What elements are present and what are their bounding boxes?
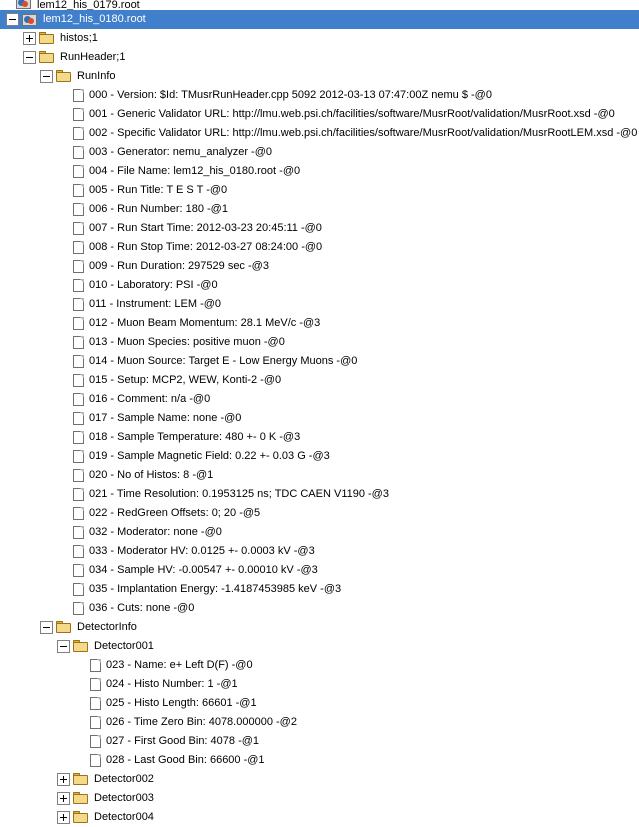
folder-icon [56,621,72,634]
tree-toggle-placeholder [57,279,70,292]
tree-toggle-placeholder [74,659,87,672]
leaf-item-icon [73,450,84,463]
tree-item-label: 015 - Setup: MCP2, WEW, Konti-2 -@0 [89,374,282,386]
leaf-item-icon [73,146,84,159]
tree-item-label: Detector002 [94,773,154,785]
tree-row[interactable] [0,599,639,618]
tree-row[interactable] [0,466,639,485]
tree-toggle-placeholder [57,203,70,216]
tree-item-label: 002 - Specific Validator URL: http://lmu.web.psi.ch/facilities/software/MusrRoot/validation/MusrRootLEM.xsd -@0 [89,127,638,139]
tree-row[interactable] [0,789,639,808]
tree-item-label: 032 - Moderator: none -@0 [89,526,222,538]
tree-row[interactable] [0,713,639,732]
folder-icon [39,51,55,64]
leaf-item-icon [73,469,84,482]
tree-row[interactable] [0,162,639,181]
tree-toggle-placeholder [74,754,87,767]
tree-row[interactable] [0,314,639,333]
leaf-item-icon [73,412,84,425]
tree-toggle-placeholder [57,260,70,273]
tree-item-label: 011 - Instrument: LEM -@0 [89,298,222,310]
leaf-item-icon [73,564,84,577]
tree-toggle-placeholder [57,374,70,387]
tree-row[interactable] [0,67,639,86]
leaf-item-icon [73,127,84,140]
tree-toggle-placeholder [57,526,70,539]
tree-item-label: 006 - Run Number: 180 -@1 [89,203,228,215]
tree-item-label: 001 - Generic Validator URL: http://lmu.web.psi.ch/facilities/software/MusrRoot/validation/MusrRoot.xsd -@0 [89,108,615,120]
tree-toggle-placeholder [57,545,70,558]
tree-item-label: 036 - Cuts: none -@0 [89,602,195,614]
tree-row[interactable] [0,523,639,542]
folder-icon [56,70,72,83]
leaf-item-icon [73,89,84,102]
tree-item-label: RunHeader;1 [60,51,126,63]
tree-toggle-placeholder [74,716,87,729]
tree-item-label: Detector004 [94,811,154,823]
leaf-item-icon [73,393,84,406]
tree-item-label: 014 - Muon Source: Target E - Low Energy Muons -@0 [89,355,358,367]
tree-toggle-placeholder [57,450,70,463]
leaf-item-icon [90,735,101,748]
tree-row[interactable] [0,371,639,390]
leaf-item-icon [73,108,84,121]
tree-row[interactable] [0,390,639,409]
leaf-item-icon [73,184,84,197]
leaf-item-icon [73,526,84,539]
tree-row[interactable] [0,732,639,751]
folder-icon [39,32,55,45]
tree-toggle-placeholder [57,393,70,406]
tree-item-label: 019 - Sample Magnetic Field: 0.22 +- 0.03 G -@3 [89,450,330,462]
tree-item-label: 033 - Moderator HV: 0.0125 +- 0.0003 kV -@3 [89,545,315,557]
folder-icon [73,640,89,653]
tree-toggle-placeholder [57,469,70,482]
tree-row[interactable] [0,124,639,143]
tree-row-partial[interactable] [0,0,639,10]
tree-row[interactable] [0,504,639,523]
tree-toggle-placeholder [57,583,70,596]
tree-row[interactable] [0,257,639,276]
collapse-minus-icon[interactable] [40,621,53,634]
tree-row[interactable] [0,561,639,580]
leaf-item-icon [73,355,84,368]
tree-row[interactable] [0,181,639,200]
leaf-item-icon [73,317,84,330]
tree-toggle-placeholder [57,184,70,197]
leaf-item-icon [73,241,84,254]
tree-toggle-placeholder [57,336,70,349]
tree-toggle-placeholder [57,602,70,615]
root-file-icon [16,0,32,10]
tree-row[interactable] [0,751,639,770]
tree-item-label: 018 - Sample Temperature: 480 +- 0 K -@3 [89,431,301,443]
tree-toggle-placeholder [74,735,87,748]
tree-item-label: 027 - First Good Bin: 4078 -@1 [106,735,260,747]
tree-item-label: 007 - Run Start Time: 2012-03-23 20:45:11 -@0 [89,222,322,234]
leaf-item-icon [73,298,84,311]
tree-row[interactable] [0,428,639,447]
tree-row[interactable] [0,105,639,124]
leaf-item-icon [73,374,84,387]
tree-row[interactable] [0,10,639,29]
tree-row[interactable] [0,219,639,238]
tree-item-label: 004 - File Name: lem12_his_0180.root -@0 [89,165,301,177]
leaf-item-icon [90,697,101,710]
tree-row[interactable] [0,637,639,656]
tree-row[interactable] [0,352,639,371]
leaf-item-icon [73,203,84,216]
tree-row[interactable] [0,447,639,466]
tree-item-label: RunInfo [77,70,116,82]
tree-row[interactable] [0,580,639,599]
tree-row[interactable] [0,409,639,428]
tree-toggle-placeholder [57,507,70,520]
tree-row[interactable] [0,333,639,352]
leaf-item-icon [73,583,84,596]
tree-toggle-placeholder [74,697,87,710]
tree-item-label: 024 - Histo Number: 1 -@1 [106,678,238,690]
tree-row[interactable] [0,143,639,162]
tree-item-label: 012 - Muon Beam Momentum: 28.1 MeV/c -@3 [89,317,321,329]
tree-toggle-placeholder [57,89,70,102]
leaf-item-icon [90,678,101,691]
tree-toggle-placeholder [57,355,70,368]
tree-row[interactable] [0,200,639,219]
tree-row[interactable] [0,238,639,257]
leaf-item-icon [90,659,101,672]
collapse-minus-icon[interactable] [40,70,53,83]
leaf-item-icon [73,545,84,558]
leaf-item-icon [73,602,84,615]
tree-row[interactable] [0,808,639,827]
tree-item-label: 017 - Sample Name: none -@0 [89,412,242,424]
tree-item-label: 000 - Version: $Id: TMusrRunHeader.cpp 5092 2012-03-13 07:47:00Z nemu $ -@0 [89,89,492,101]
tree-row[interactable] [0,48,639,67]
leaf-item-icon [73,165,84,178]
expand-plus-icon[interactable] [57,792,70,805]
leaf-item-icon [73,431,84,444]
collapse-minus-icon[interactable] [23,51,36,64]
collapse-minus-icon[interactable] [57,640,70,653]
tree-item-label: 028 - Last Good Bin: 66600 -@1 [106,754,265,766]
tree-toggle-placeholder [57,222,70,235]
tree-row[interactable] [0,656,639,675]
leaf-item-icon [73,260,84,273]
root-file-icon [22,13,38,27]
tree-item-label: DetectorInfo [77,621,137,633]
tree-row[interactable] [0,485,639,504]
folder-icon [73,811,89,824]
tree-item-label: 023 - Name: e+ Left D(F) -@0 [106,659,253,671]
tree-item-label: lem12_his_0180.root [43,13,146,25]
leaf-item-icon [90,754,101,767]
tree-toggle-placeholder [57,564,70,577]
tree-item-label: lem12_his_0179.root [37,0,140,10]
tree-item-label: 008 - Run Stop Time: 2012-03-27 08:24:00 -@0 [89,241,323,253]
tree-toggle-placeholder [57,317,70,330]
tree-toggle-placeholder [57,488,70,501]
tree-row[interactable] [0,295,639,314]
tree-item-label: 005 - Run Title: T E S T -@0 [89,184,228,196]
expand-plus-icon[interactable] [57,773,70,786]
leaf-item-icon [90,716,101,729]
tree-item-label: 020 - No of Histos: 8 -@1 [89,469,214,481]
tree-toggle-placeholder [57,298,70,311]
tree-toggle-placeholder [57,165,70,178]
tree-item-label: histos;1 [60,32,98,44]
tree-item-label: 010 - Laboratory: PSI -@0 [89,279,218,291]
tree-item-label: 003 - Generator: nemu_analyzer -@0 [89,146,272,158]
leaf-item-icon [73,336,84,349]
leaf-item-icon [73,279,84,292]
tree-toggle-placeholder [74,678,87,691]
tree-row[interactable] [0,86,639,105]
tree-toggle-placeholder [57,241,70,254]
leaf-item-icon [73,507,84,520]
tree-row[interactable] [0,694,639,713]
leaf-item-icon [73,488,84,501]
expand-plus-icon[interactable] [23,32,36,45]
tree-row[interactable] [0,618,639,637]
leaf-item-icon [73,222,84,235]
tree-toggle-placeholder [57,412,70,425]
tree-item-label: 025 - Histo Length: 66601 -@1 [106,697,257,709]
tree-toggle-placeholder [57,146,70,159]
tree-item-label: 021 - Time Resolution: 0.1953125 ns; TDC CAEN V1190 -@3 [89,488,389,500]
tree-item-label: 013 - Muon Species: positive muon -@0 [89,336,285,348]
collapse-minus-icon[interactable] [6,13,19,26]
tree-row[interactable] [0,29,639,48]
tree-toggle-placeholder [57,127,70,140]
tree-row[interactable] [0,276,639,295]
tree-item-label: 035 - Implantation Energy: -1.4187453985 keV -@3 [89,583,342,595]
folder-icon [73,773,89,786]
tree-item-label: Detector001 [94,640,154,652]
folder-icon [73,792,89,805]
tree-row[interactable] [0,770,639,789]
tree-item-label: 034 - Sample HV: -0.00547 +- 0.00010 kV -@3 [89,564,318,576]
expand-plus-icon[interactable] [57,811,70,824]
tree-item-label: Detector003 [94,792,154,804]
tree-item-label: 009 - Run Duration: 297529 sec -@3 [89,260,269,272]
tree-item-label: 026 - Time Zero Bin: 4078.000000 -@2 [106,716,297,728]
tree-row[interactable] [0,675,639,694]
tree-toggle-placeholder [57,431,70,444]
tree-item-label: 022 - RedGreen Offsets: 0; 20 -@5 [89,507,261,519]
tree-item-label: 016 - Comment: n/a -@0 [89,393,211,405]
tree-row[interactable] [0,542,639,561]
tree-toggle-placeholder [57,108,70,121]
